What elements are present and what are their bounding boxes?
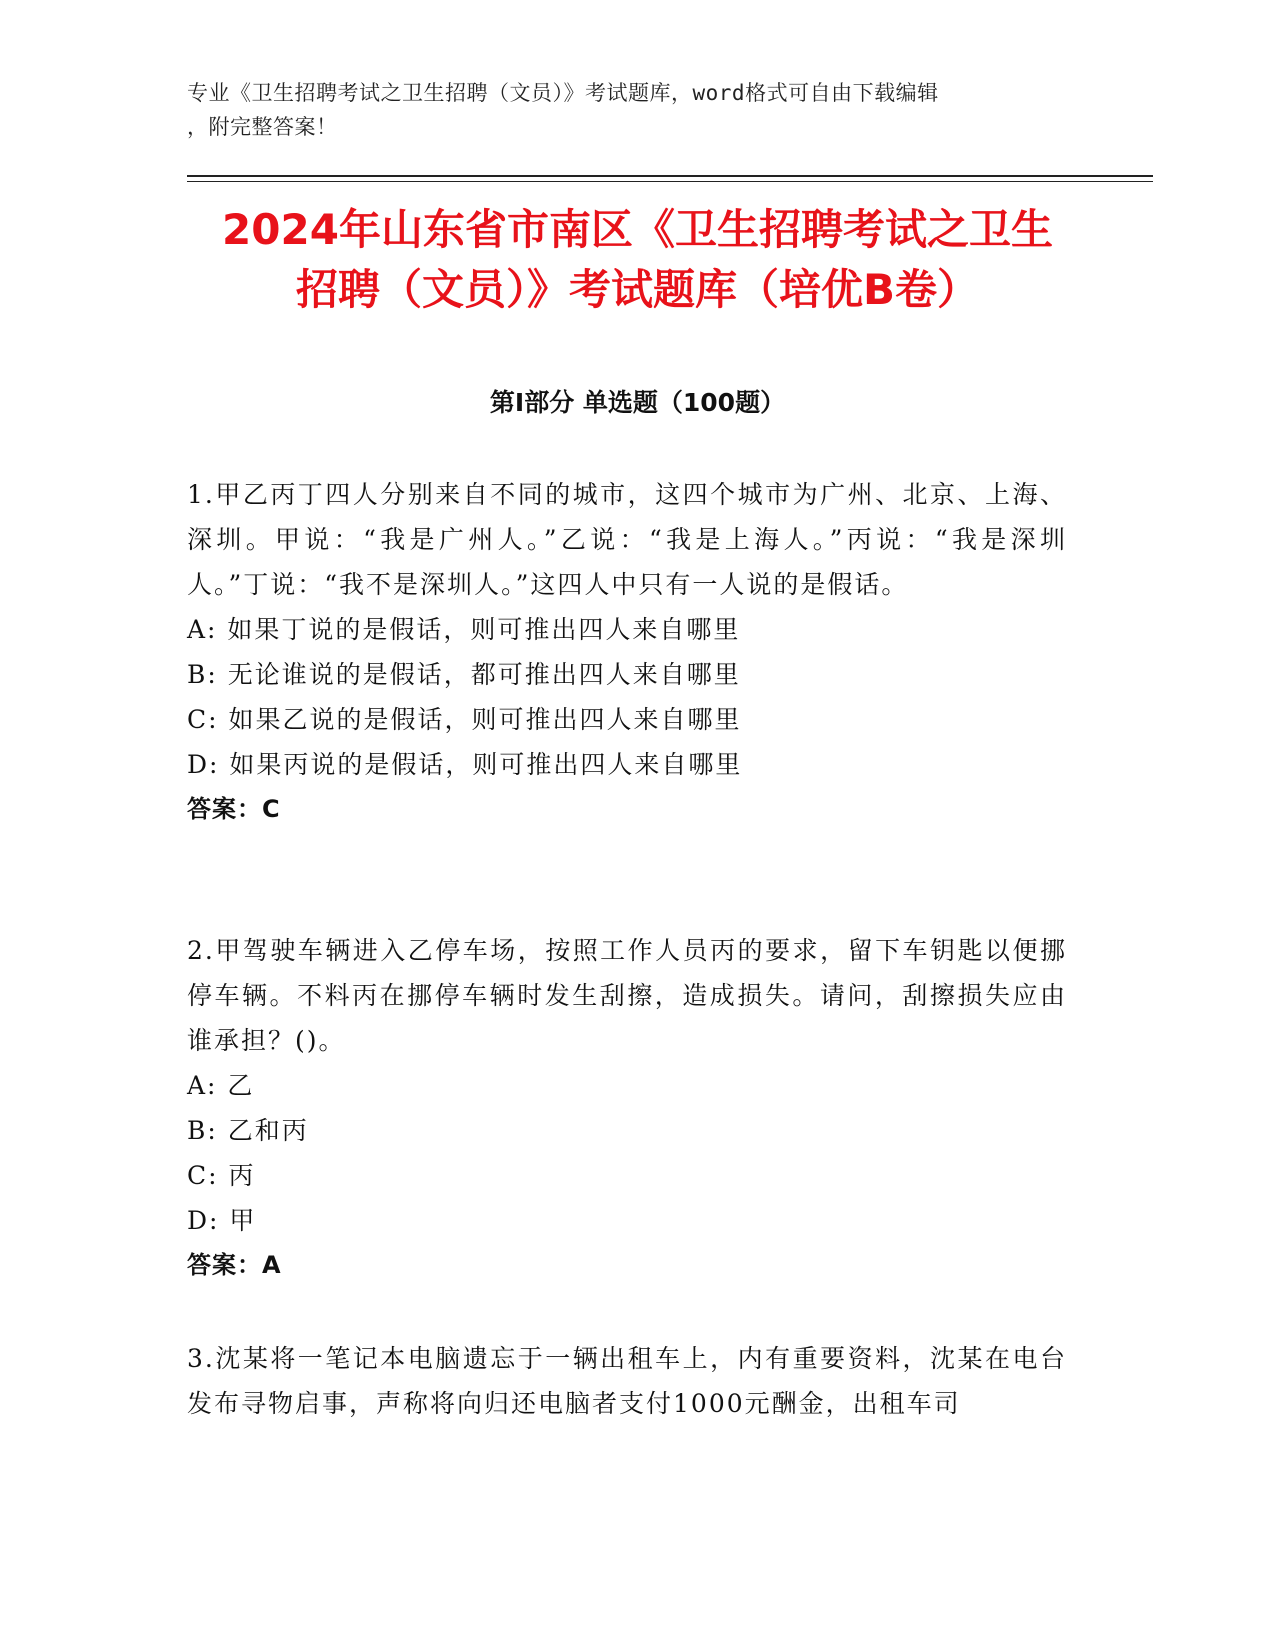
option-b: B: 无论谁说的是假话，都可推出四人来自哪里 — [187, 660, 741, 689]
option-d: D: 如果丙说的是假话，则可推出四人来自哪里 — [187, 750, 743, 779]
question-2 — [187, 928, 1067, 1288]
question-stem: 2.甲驾驶车辆进入乙停车场，按照工作人员丙的要求，留下车钥匙以便挪停车辆。不料丙在挪停车辆时发生刮擦，造成损失。请问，刮擦损失应由谁承担？()。 — [187, 936, 1067, 1055]
document-title-line-1: 2024年山东省市南区《卫生招聘考试之卫生 — [222, 205, 1053, 254]
document-title-line-2: 招聘（文员）》考试题库（培优B卷） — [295, 265, 979, 314]
question-stem: 3.沈某将一笔记本电脑遗忘于一辆出租车上，内有重要资料，沈某在电台发布寻物启事，声称将向归还电脑者支付1000元酬金，出租车司 — [187, 1344, 1067, 1418]
option-c: C: 如果乙说的是假话，则可推出四人来自哪里 — [187, 705, 742, 734]
document-title — [150, 200, 1125, 320]
option-b: B: 乙和丙 — [187, 1116, 309, 1145]
option-a: A: 如果丁说的是假话，则可推出四人来自哪里 — [187, 615, 741, 644]
question-1 — [187, 472, 1067, 832]
header-divider-thin — [187, 181, 1153, 182]
answer-label: 答案：C — [187, 795, 281, 823]
header-note — [187, 76, 1087, 144]
option-c: C: 丙 — [187, 1161, 256, 1190]
header-note-line-2: ，附完整答案！ — [187, 115, 338, 139]
question-3 — [187, 1336, 1067, 1426]
header-divider-thick — [187, 175, 1153, 177]
answer-label: 答案：A — [187, 1251, 282, 1279]
section-heading: 第Ⅰ部分 单选题（100题） — [489, 388, 786, 417]
question-stem: 1.甲乙丙丁四人分别来自不同的城市，这四个城市为广州、北京、上海、深圳。甲说：“我是广州人。”乙说：“我是上海人。”丙说：“我是深圳人。”丁说：“我不是深圳人。”这四人中只有一人说的是假话。 — [187, 480, 1067, 599]
header-note-line-1: 专业《卫生招聘考试之卫生招聘（文员）》考试题库，word格式可自由下载编辑 — [187, 81, 939, 105]
option-d: D: 甲 — [187, 1206, 257, 1235]
option-a: A: 乙 — [187, 1071, 255, 1100]
